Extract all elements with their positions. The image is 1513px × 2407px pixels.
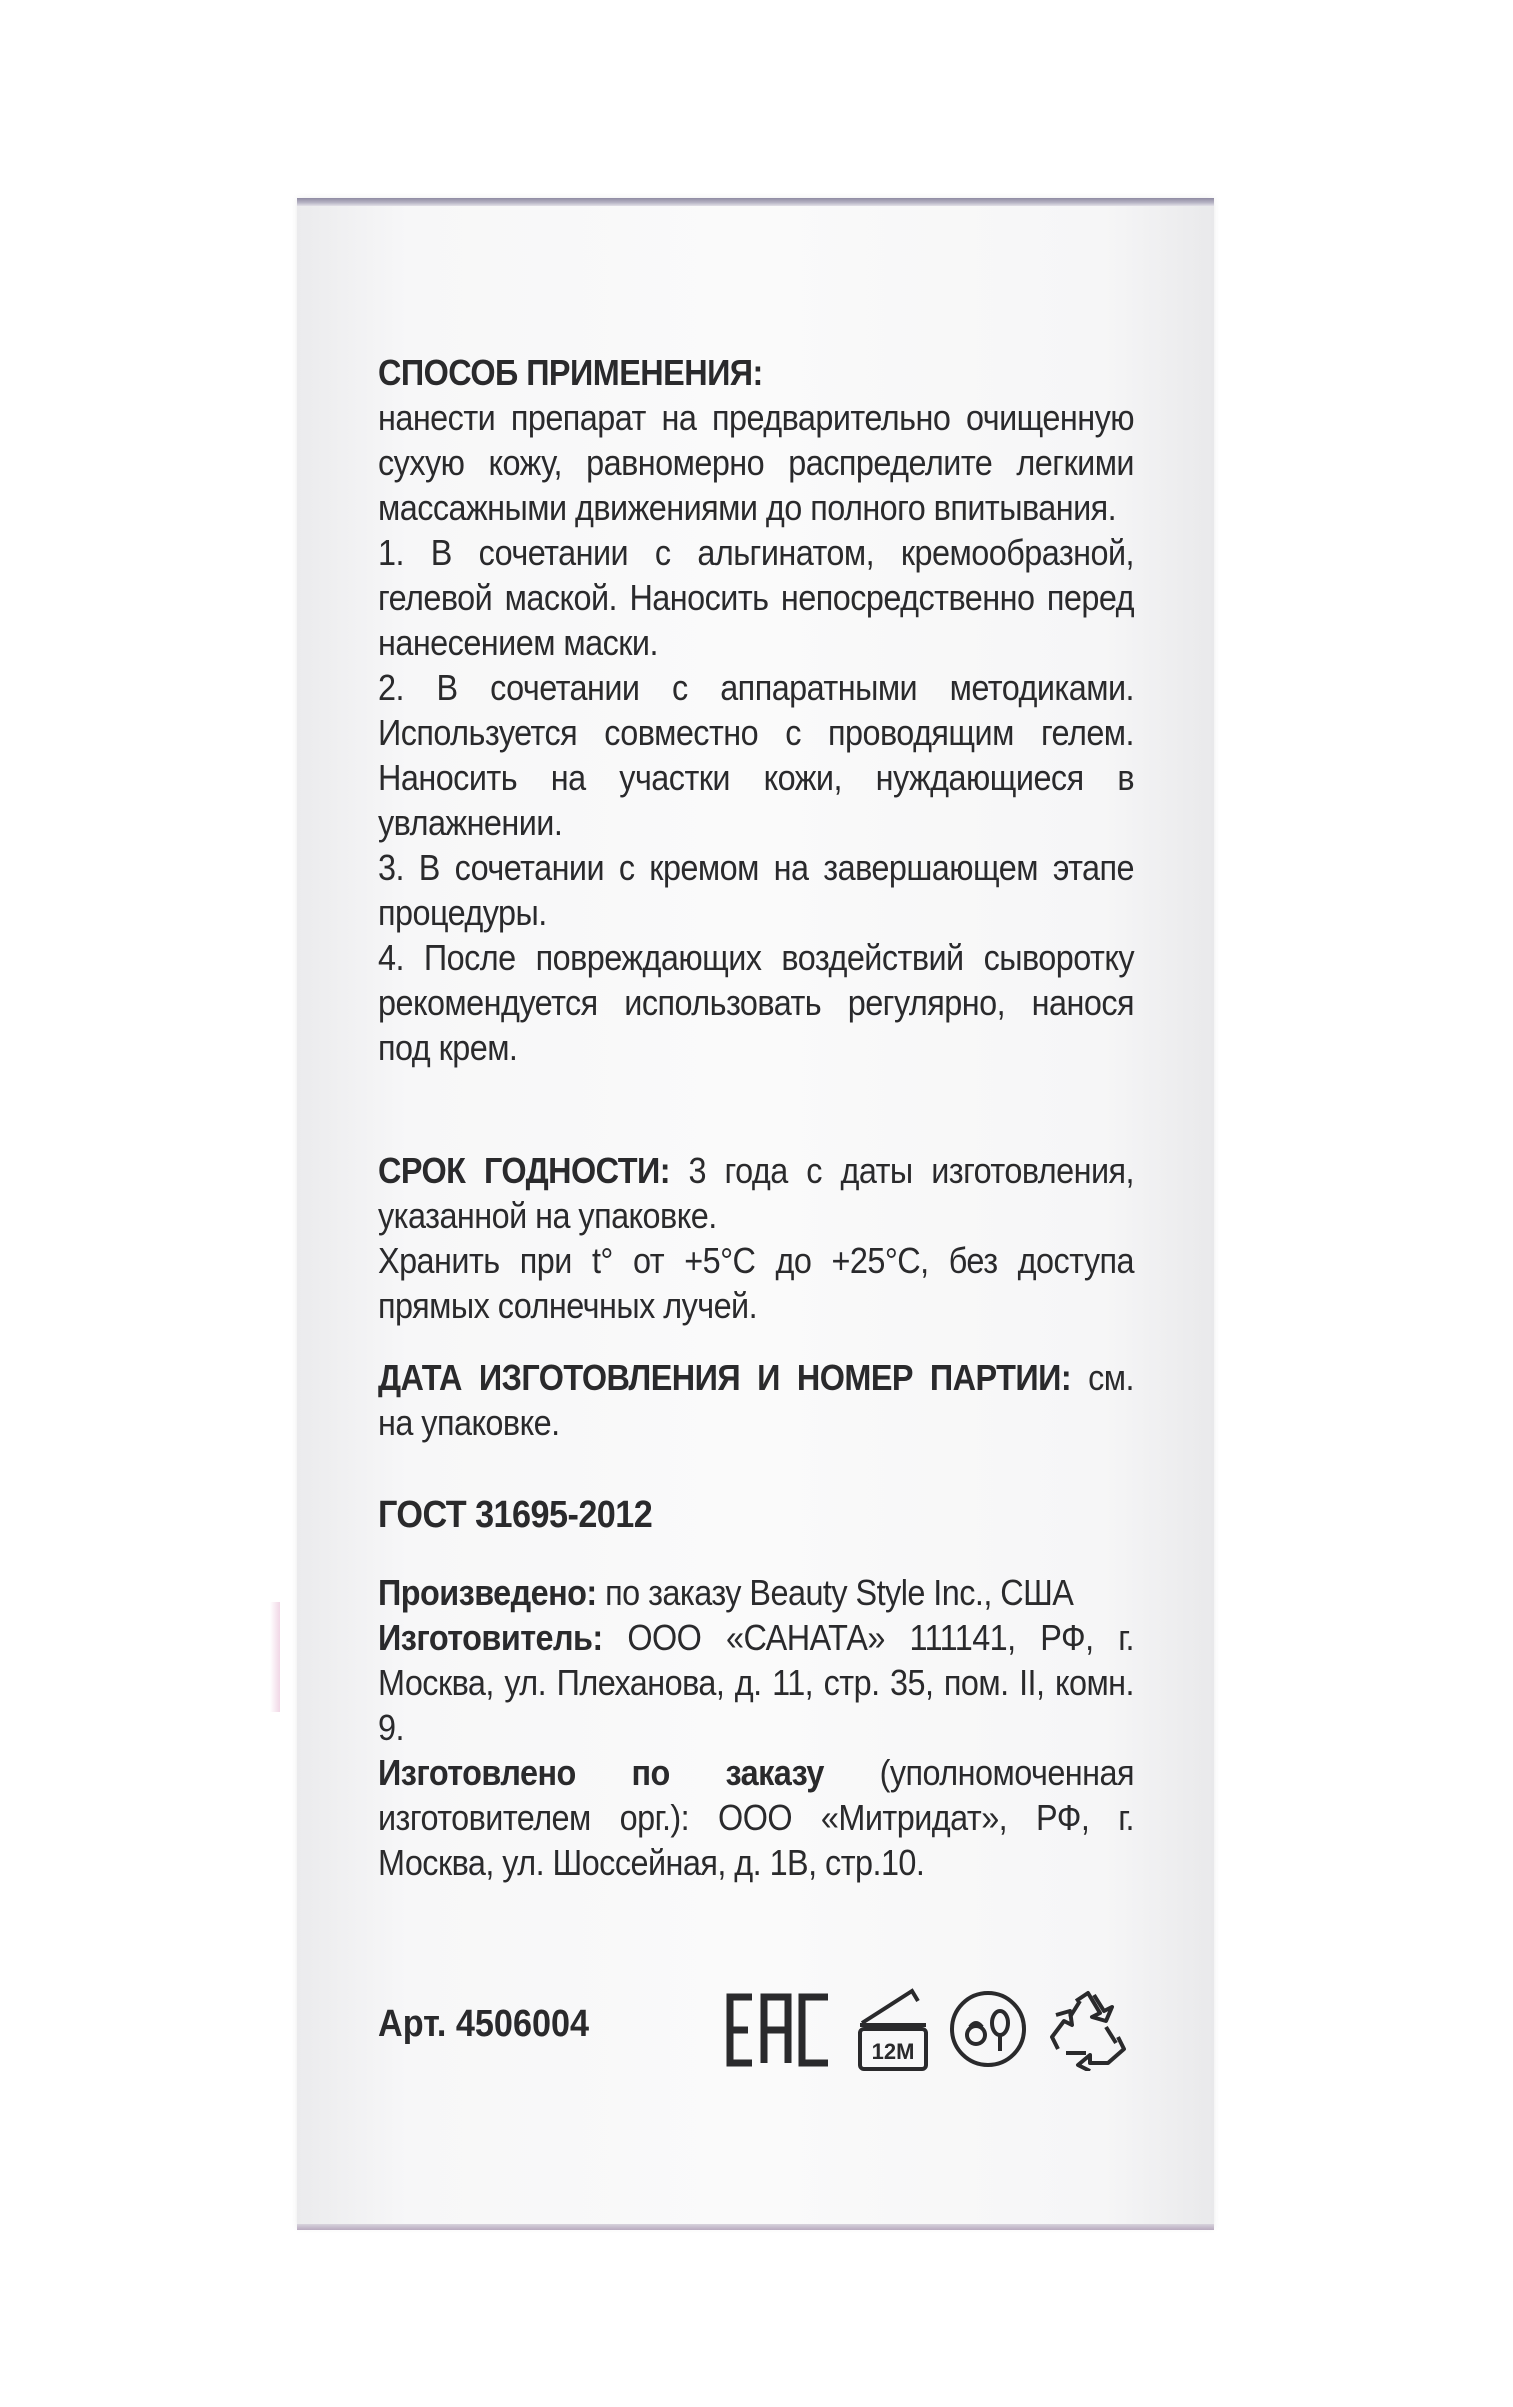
producer-section [378, 1570, 1134, 1885]
usage-item-4: 4. После повреждающих воздействий сыворотку рекомендуется использовать регулярно, нанося под крем. [378, 937, 1134, 1068]
usage-section [378, 350, 1134, 1070]
shelf-life-value: 3 года с даты изготовления, указанной на упаковке. [378, 1150, 1134, 1236]
usage-item-3: 3. В сочетании с кремом на завершающем этапе процедуры. [378, 847, 1134, 933]
batch-label: ДАТА ИЗГОТОВЛЕНИЯ И НОМЕР ПАРТИИ: [378, 1357, 1072, 1398]
usage-intro: нанести препарат на предварительно очищенную сухую кожу, равномерно распределите легкими массажными движениями до полного впитывания. [378, 397, 1134, 528]
ordered-label: Изготовлено по заказу [378, 1752, 824, 1793]
pao-jar-icon [852, 1983, 934, 2073]
manufacturer-value: ООО «САНАТА» 111141, РФ, г. Москва, ул. Плеханова, д. 11, стр. 35, пом. II, комн. 9. [378, 1617, 1134, 1748]
shelf-life-label: СРОК ГОДНОСТИ: [378, 1150, 670, 1191]
manufacturer-label: Изготовитель: [378, 1617, 603, 1658]
storage-conditions: Хранить при t° от +5°C до +25°C, без доступа прямых солнечных лучей. [378, 1240, 1134, 1326]
gost-standard: ГОСТ 31695-2012 [378, 1494, 653, 1536]
ordered-value: (уполномоченная изготовителем орг.): ООО «Митридат», РФ, г. Москва, ул. Шоссейная, д. 1В, стр.10. [378, 1752, 1134, 1883]
recycle-icon [1046, 1987, 1130, 2071]
usage-item-2: 2. В сочетании с аппаратными методиками. Используется совместно с проводящим гелем. Наносить на участки кожи, нуждающиеся в увлажнении. [378, 667, 1134, 843]
cosmetic-symbol-icon [948, 1989, 1028, 2069]
eac-mark-icon [724, 1991, 836, 2069]
produced-label: Произведено: [378, 1572, 597, 1613]
package-bottom-edge [297, 2224, 1214, 2230]
batch-value: см. на упаковке. [378, 1357, 1134, 1443]
pao-label: 12M [871, 2039, 915, 2064]
usage-heading: СПОСОБ ПРИМЕНЕНИЯ: [378, 352, 763, 393]
batch-section [378, 1355, 1134, 1445]
side-color-mark [270, 1602, 280, 1712]
produced-value: по заказу Beauty Style Inc., США [605, 1572, 1074, 1613]
usage-item-1: 1. В сочетании с альгинатом, кремообразной, гелевой маской. Наносить непосредственно перед нанесением маски. [378, 532, 1134, 663]
package-top-edge [297, 198, 1214, 206]
article-number: Арт. 4506004 [378, 2003, 590, 2045]
shelf-life-section [378, 1148, 1134, 1328]
